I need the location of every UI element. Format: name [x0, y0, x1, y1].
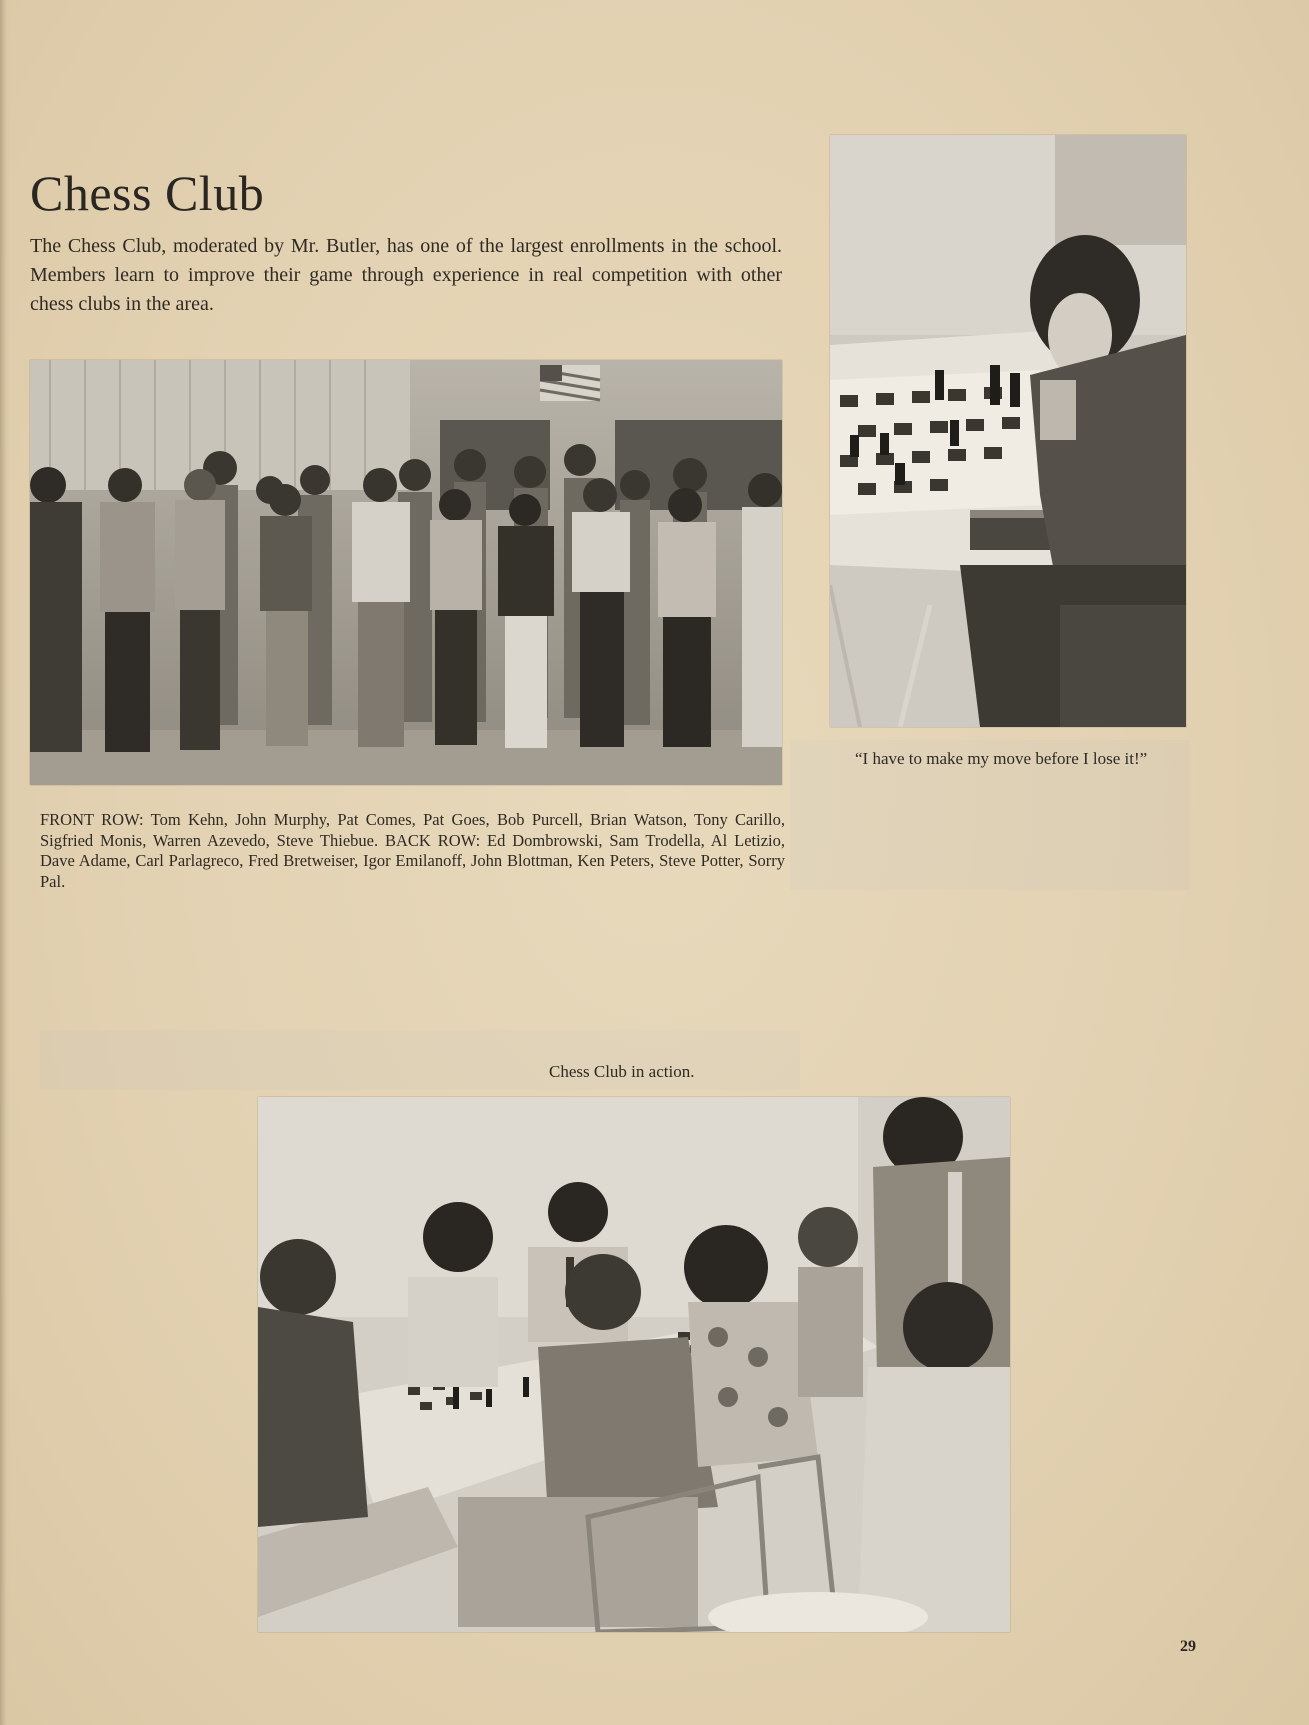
group-photo-names: FRONT ROW: Tom Kehn, John Murphy, Pat Comes, Pat Goes, Bob Purcell, Brian Watson, Tony Carillo, Sigfried Monis, Warren Azevedo, Steve Thiebue. BACK ROW: Ed Dombrowski, Sam Trodella, Al Letizio, Dave Adame, Carl Parlagreco, Fred Bretweiser, Igor Emilanoff, John Blottman, Ken Peters, Steve Potter, Sorry Pal.: [40, 810, 785, 891]
page-number: 29: [1180, 1638, 1196, 1655]
page-title: Chess Club: [30, 165, 265, 221]
group-photo: [30, 360, 782, 785]
chess-action-image: [258, 1097, 1010, 1632]
chess-player-image: [830, 135, 1186, 727]
chess-player-photo: [830, 135, 1186, 727]
action-caption: Chess Club in action.: [549, 1062, 695, 1081]
spine-shadow: [0, 0, 10, 1725]
group-photo-image: [30, 360, 782, 785]
chess-action-photo: [258, 1097, 1010, 1632]
player-caption: “I have to make my move before I lose it!”: [855, 749, 1148, 768]
intro-paragraph: The Chess Club, moderated by Mr. Butler, has one of the largest enrollments in the school. Members learn to improve their game through experience in real competition with other chess clubs in the area.: [30, 235, 782, 315]
